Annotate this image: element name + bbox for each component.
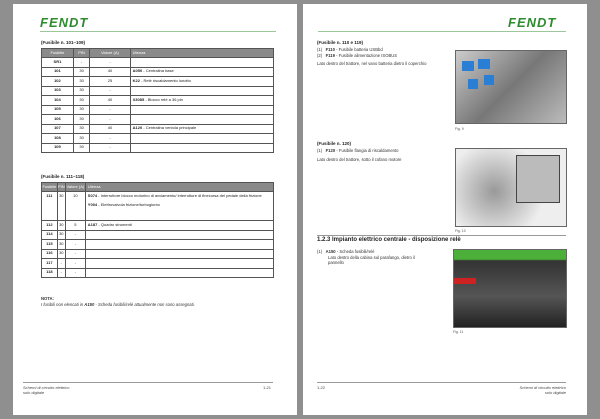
table-cell	[130, 105, 273, 115]
table-cell: -	[90, 134, 130, 144]
table-cell: 112	[42, 221, 58, 231]
table-cell: 25	[90, 77, 130, 87]
table-cell	[130, 134, 273, 144]
table1-caption: (Fusibile n. 101–109)	[41, 40, 86, 45]
fendt-logo: FENDT	[508, 15, 557, 30]
table-cell: 109	[42, 143, 74, 153]
fuse-table-101-109	[41, 48, 274, 153]
table-cell	[85, 268, 273, 278]
table-cell: 104	[42, 96, 74, 106]
table-cell: 5	[65, 221, 85, 231]
table-cell	[85, 240, 273, 250]
left-page	[13, 4, 297, 415]
header-rule	[318, 31, 566, 32]
table-cell: 30	[73, 67, 90, 77]
note: NOTA: I fusibili non elencati in A150 - Scheda fusibili/relè attualmente non sono assegnati.	[41, 296, 195, 307]
table-cell: 30	[73, 96, 90, 106]
table-row	[42, 124, 274, 134]
column-header: Fusibile	[42, 49, 74, 58]
table-cell: -	[90, 115, 130, 125]
table-cell: -	[57, 259, 65, 269]
column-header: PIN	[57, 183, 65, 192]
footer-title: Schemi di circuito elettrico solo digitale	[23, 385, 70, 395]
table-cell: 102	[42, 77, 74, 87]
table-cell: 30	[73, 105, 90, 115]
header-rule	[40, 31, 276, 32]
table-row	[42, 86, 274, 96]
table-cell	[85, 230, 273, 240]
table-row	[42, 105, 274, 115]
table-cell: 30	[57, 240, 65, 250]
table-cell	[85, 259, 273, 269]
column-header: Valore (A)	[65, 183, 85, 192]
table-cell: 103	[42, 86, 74, 96]
table-cell: -	[65, 230, 85, 240]
table-row	[42, 77, 274, 87]
table-cell: -	[65, 240, 85, 250]
table-cell: 107	[42, 124, 74, 134]
table-cell: A050 - Centralina base	[130, 67, 273, 77]
table-cell: K22 - Relè riscaldamento lunotto	[130, 77, 273, 87]
fendt-logo: FENDT	[40, 15, 89, 30]
table-cell: 30	[57, 249, 65, 259]
table-cell: 116	[42, 249, 58, 259]
table-cell: A187 - Quadro strumenti	[85, 221, 273, 231]
table-cell: -	[65, 259, 85, 269]
footer-rule	[317, 382, 566, 383]
table-cell	[130, 86, 273, 96]
table-cell: -	[90, 105, 130, 115]
table-cell: 30	[73, 143, 90, 153]
table-cell: 30	[73, 134, 90, 144]
page-number: 1-21	[263, 385, 272, 390]
table-cell: 118	[42, 268, 58, 278]
table-cell: -	[65, 249, 85, 259]
table-cell: -	[65, 268, 85, 278]
column-header: Utenza	[130, 49, 273, 58]
table-row	[42, 221, 274, 231]
table-cell: -	[73, 58, 90, 68]
table-cell: X3085 - Blocco relè a 36 pin	[130, 96, 273, 106]
table-row	[42, 96, 274, 106]
table-cell: 114	[42, 230, 58, 240]
table-row	[42, 58, 274, 68]
table-cell: 115	[42, 240, 58, 250]
table-cell: 40	[90, 96, 130, 106]
section-heading: 1.2.3 Impianto elettrico centrale - disposizione relè	[317, 237, 461, 243]
table-cell: -	[90, 143, 130, 153]
table-row	[42, 249, 274, 259]
table-cell: 106	[42, 115, 74, 125]
column-header: Utenza	[85, 183, 273, 192]
table-row	[42, 268, 274, 278]
column-header: PIN	[73, 49, 90, 58]
table-row	[42, 230, 274, 240]
table-cell: SR1	[42, 58, 74, 68]
footer-rule	[23, 382, 273, 383]
table-row: 111 30 10 S074 - Interruttore blocco motorino di avviamento/ interruttore di finecorsa del pedale della frizione Y004 - Elettrovalvola frizione/turbogiunto	[42, 192, 274, 221]
table-cell: 40	[90, 124, 130, 134]
table-row	[42, 67, 274, 77]
table-cell: 30	[73, 124, 90, 134]
table-cell: 30	[57, 230, 65, 240]
table-cell: 117	[42, 259, 58, 269]
table-cell: 30	[73, 86, 90, 96]
table-cell: -	[90, 58, 130, 68]
table-cell: 105	[42, 105, 74, 115]
column-header: Valore (A)	[90, 49, 130, 58]
table-cell: 30	[73, 77, 90, 87]
table-row	[42, 134, 274, 144]
table-cell	[130, 58, 273, 68]
table2-caption: (Fusibile n. 111–118)	[41, 174, 85, 179]
table-row	[42, 240, 274, 250]
table-cell	[130, 115, 273, 125]
page-number: 1-22	[317, 385, 326, 390]
table-cell: 101	[42, 67, 74, 77]
table-cell	[85, 249, 273, 259]
fig-9-image	[455, 50, 567, 124]
right-page: FENDT (Fusibile n. 110 e 119) (1) F110 - Fusibile batteria USBbd (2) F119 - Fusibile alimentazione ISOBUS Lato destro del trattore, nel vano batteria dietro il coperchio Fig. 9 (Fusibile n. 120) (1) F120 - Fusibile flangia di riscaldamento Lato destro del trattore, sotto il cofano motore Fig. 10 1.2.3 Impianto elettrico centrale - disposizione relè (1) A150 - Scheda fusibili/relè Lato destro della cabina sul parafango, dietro il pannello Fig. 11 1-22 Schemi di circuito elettrico solo digitale	[303, 4, 587, 415]
table-cell	[130, 143, 273, 153]
fig-11-image	[453, 249, 567, 328]
table-cell: 40	[90, 67, 130, 77]
table-row	[42, 115, 274, 125]
table-cell: 108	[42, 134, 74, 144]
table-row	[42, 259, 274, 269]
fuse-table-111-118	[41, 182, 274, 278]
table-cell: 30	[73, 115, 90, 125]
column-header: Fusibile	[42, 183, 58, 192]
table-cell: -	[57, 268, 65, 278]
fig-10-image	[455, 148, 567, 227]
footer-title: Schemi di circuito elettrico solo digitale	[519, 385, 566, 395]
table-cell: 30	[57, 221, 65, 231]
table-cell: A120 - Centralina ventola principale	[130, 124, 273, 134]
table-row	[42, 143, 274, 153]
table-cell: -	[90, 86, 130, 96]
